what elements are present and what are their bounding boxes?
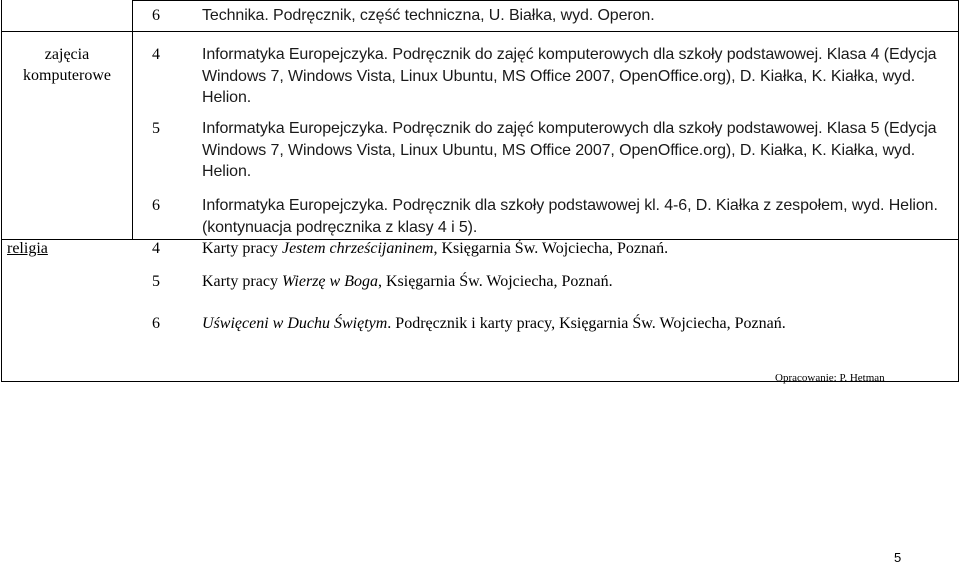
textbook-entry: Informatyka Europejczyka. Podręcznik do zajęć komputerowych dla szkoły podstawowej. Klasa 5 (Edycja Windows 7, Windows Vista, Linux Ubuntu, MS Office 2007, OpenOffice.org), D. Kiałka, K. Kiałka, wyd. Helion. <box>202 120 937 180</box>
entry-text-before: Karty pracy <box>202 273 282 290</box>
table-border-right <box>958 0 959 382</box>
subject-label-zajecia-komputerowe: zajęcia komputerowe <box>23 46 111 84</box>
textbook-entry <box>202 313 954 335</box>
textbook-entry <box>202 271 954 293</box>
grade-number: 6 <box>152 315 160 332</box>
textbook-entry <box>202 238 954 260</box>
grade-number: 6 <box>152 7 160 24</box>
subject-label-religia: religia <box>7 240 48 257</box>
table-row-divider <box>1 31 959 32</box>
entry-text-after: , Księgarnia Św. Wojciecha, Poznań. <box>377 273 613 290</box>
textbook-entry: Informatyka Europejczyka. Podręcznik dla szkoły podstawowej kl. 4-6, D. Kiałka z zespołem, wyd. Helion. (kontynuacja podręcznika z klasy 4 i 5). <box>202 197 938 236</box>
entry-title-italic: Jestem chrześcijaninem <box>281 240 434 257</box>
entry-text-before: Karty pracy <box>202 240 282 257</box>
grade-number: 4 <box>152 46 160 63</box>
entry-title-italic: Uświęceni w Duchu Świętym <box>202 315 388 332</box>
grade-number: 5 <box>152 120 160 137</box>
page-number: 5 <box>894 550 902 565</box>
table-border-left <box>1 0 2 382</box>
entry-text-after: , Księgarnia Św. Wojciecha, Poznań. <box>433 240 669 257</box>
textbook-entry: Technika. Podręcznik, część techniczna, U. Białka, wyd. Operon. <box>202 7 655 24</box>
textbook-entry: Informatyka Europejczyka. Podręcznik do zajęć komputerowych dla szkoły podstawowej. Klasa 4 (Edycja Windows 7, Windows Vista, Linux Ubuntu, MS Office 2007, OpenOffice.org), D. Kiałka, K. Kiałka, wyd. Helion. <box>202 46 937 106</box>
table-column-divider <box>132 0 133 239</box>
grade-number: 5 <box>152 273 160 290</box>
entry-title-italic: Wierzę w Boga <box>281 273 378 290</box>
table-border-top <box>132 0 959 1</box>
grade-number: 4 <box>152 240 160 257</box>
prepared-by-note: Opracowanie: P. Hetman <box>775 372 885 384</box>
grade-number: 6 <box>152 197 160 214</box>
entry-text-after: . Podręcznik i karty pracy, Księgarnia Św. Wojciecha, Poznań. <box>387 315 786 332</box>
